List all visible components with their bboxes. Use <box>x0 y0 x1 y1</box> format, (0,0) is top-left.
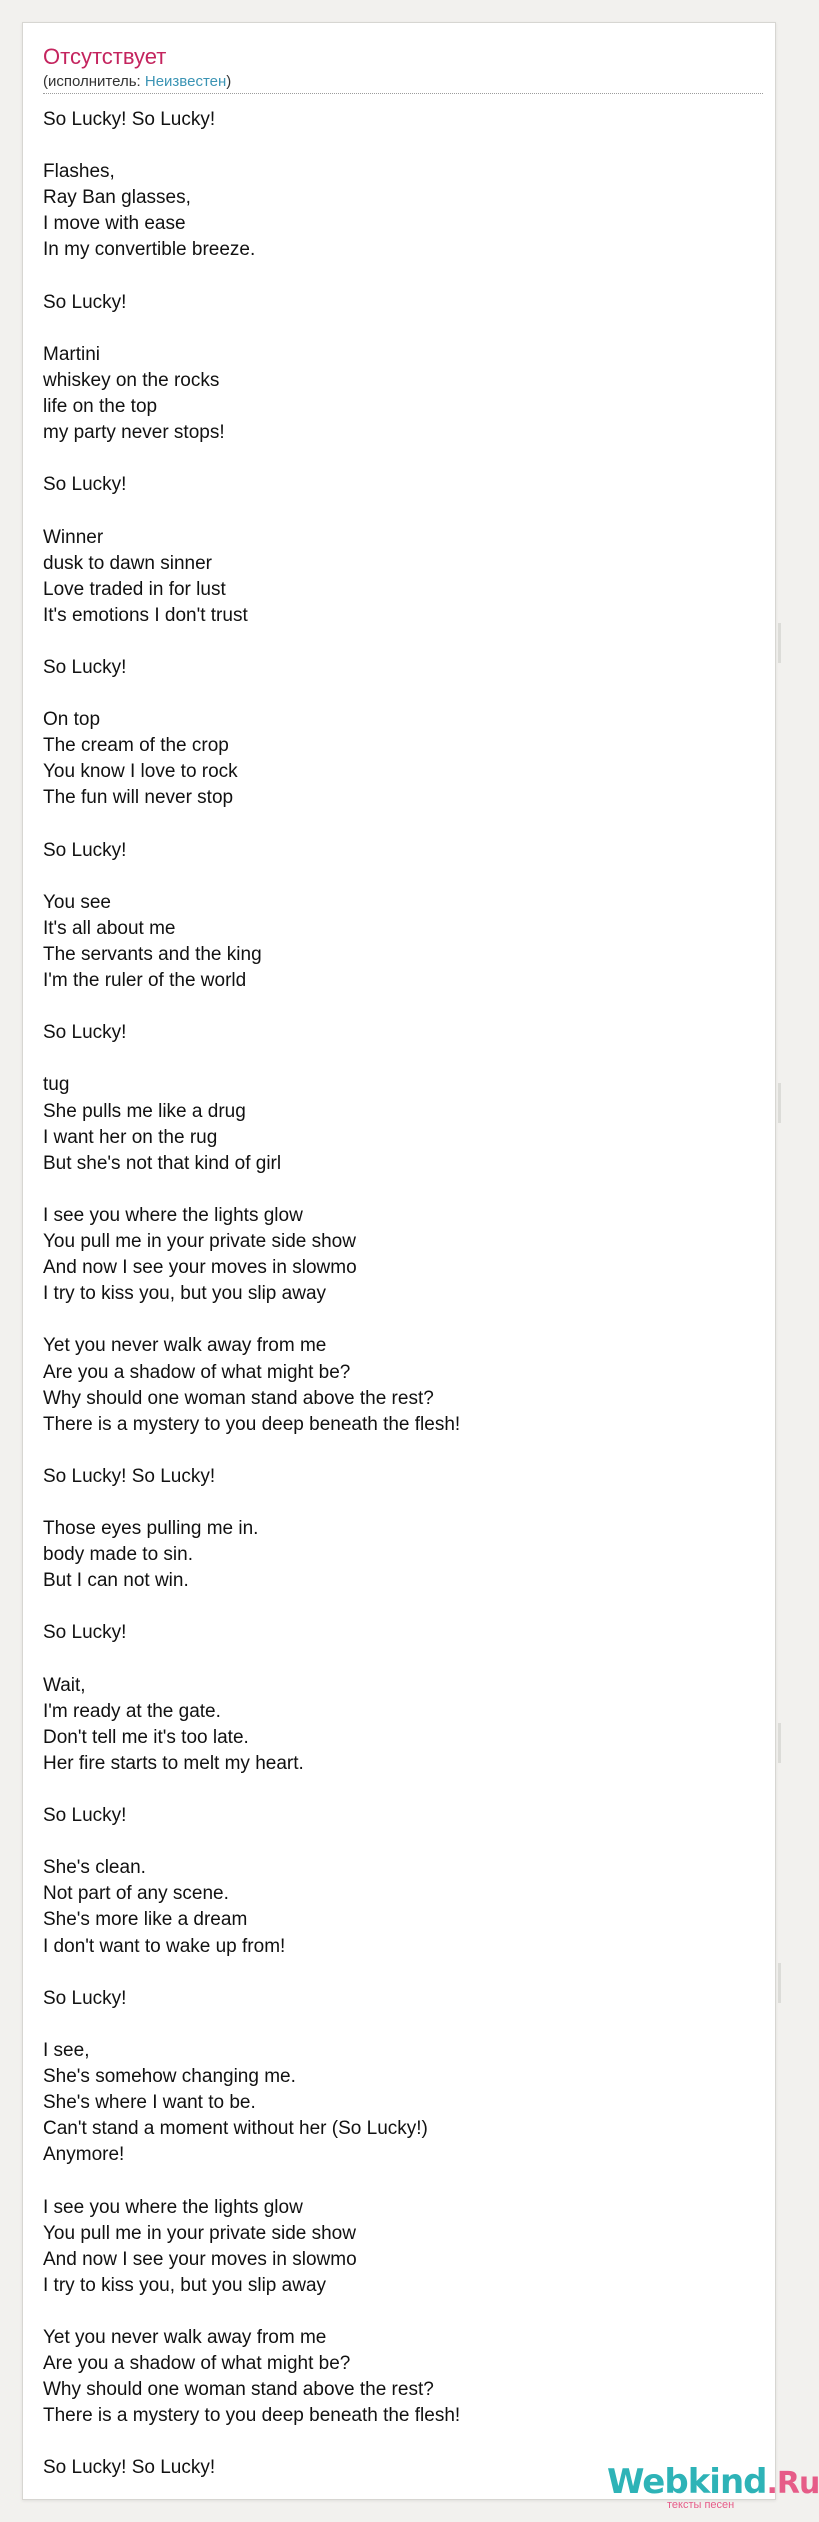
lyric-blank-line <box>43 498 743 524</box>
lyric-line: dusk to dawn sinner <box>43 552 212 574</box>
lyrics-text <box>43 107 743 2482</box>
lyric-line: Not part of any scene. <box>43 1883 229 1905</box>
lyric-line: You know I love to rock <box>43 761 238 783</box>
lyric-line: Winner <box>43 526 104 548</box>
lyric-line: I'm the ruler of the world <box>43 970 247 992</box>
lyric-blank-line <box>43 446 743 472</box>
lyric-line: She's somehow changing me. <box>43 2066 296 2088</box>
song-title: Отсутствует <box>43 44 167 69</box>
artist-suffix: ) <box>226 73 232 90</box>
lyric-line: I move with ease <box>43 213 186 235</box>
lyric-blank-line <box>43 1177 743 1203</box>
decor-strip <box>778 1723 781 1763</box>
lyric-line: I'm ready at the gate. <box>43 1700 221 1722</box>
lyric-line: Why should one woman stand above the rest? <box>43 2379 434 2401</box>
lyrics-card <box>22 22 819 2511</box>
lyric-line: The cream of the crop <box>43 735 229 757</box>
lyric-line: So Lucky! <box>43 1622 127 1644</box>
lyric-line: There is a mystery to you deep beneath the flesh! <box>43 2405 461 2427</box>
lyric-line: Her fire starts to melt my heart. <box>43 1752 304 1774</box>
lyric-blank-line <box>43 1829 743 1855</box>
logo-name: Webkind <box>607 2462 767 2502</box>
lyric-blank-line <box>43 2168 743 2194</box>
lyric-line: I see you where the lights glow <box>43 2196 303 2218</box>
logo-domain: .Ru <box>766 2466 819 2501</box>
lyric-line: Love traded in for lust <box>43 578 226 600</box>
lyric-line: tug <box>43 1074 70 1096</box>
lyric-blank-line <box>43 2429 743 2455</box>
logo-tagline: тексты песен <box>667 2499 735 2511</box>
lyric-blank-line <box>43 1777 743 1803</box>
lyric-line: life on the top <box>43 396 158 418</box>
lyric-line: On top <box>43 709 101 731</box>
lyric-line: She's clean. <box>43 1857 146 1879</box>
lyric-line: my party never stops! <box>43 422 225 444</box>
lyric-line: Yet you never walk away from me <box>43 1335 327 1357</box>
lyric-line: Wait, <box>43 1674 86 1696</box>
lyric-line: She's more like a dream <box>43 1909 248 1931</box>
artist-prefix: (исполнитель: <box>43 73 145 90</box>
lyric-line: The servants and the king <box>43 944 262 965</box>
lyric-line: Yet you never walk away from me <box>43 2326 327 2348</box>
lyric-blank-line <box>43 1490 743 1516</box>
lyric-line: You pull me in your private side show <box>43 2222 356 2244</box>
logo-wordmark <box>607 2463 819 2503</box>
lyric-line: So Lucky! <box>43 656 127 678</box>
lyric-line: Those eyes pulling me in. <box>43 1518 259 1540</box>
title-divider <box>43 93 763 94</box>
lyric-line: And now I see your moves in slowmo <box>43 2248 357 2270</box>
lyric-blank-line <box>43 133 743 159</box>
lyric-line: I want her on the rug <box>43 1126 218 1148</box>
lyric-line: Can't stand a moment without her (So Lucky!) <box>43 2118 428 2140</box>
decor-strip <box>778 1963 781 2003</box>
lyric-line: So Lucky! <box>43 1805 127 1827</box>
lyric-line: Flashes, <box>43 161 115 183</box>
lyric-line: whiskey on the rocks <box>43 369 220 391</box>
artist-link[interactable]: Неизвестен <box>144 73 227 90</box>
lyric-blank-line <box>43 1647 743 1673</box>
lyric-line: So Lucky! <box>43 474 127 496</box>
lyric-blank-line <box>43 2012 743 2038</box>
lyric-line: So Lucky! <box>43 839 127 861</box>
lyric-line: Don't tell me it's too late. <box>43 1726 249 1748</box>
lyric-line: Why should one woman stand above the rest? <box>43 1387 434 1409</box>
lyric-line: The fun will never stop <box>43 787 234 809</box>
lyric-line: I see you where the lights glow <box>43 1204 303 1226</box>
lyric-line: So Lucky! So Lucky! <box>43 109 216 130</box>
lyric-blank-line <box>43 994 743 1020</box>
lyric-blank-line <box>43 681 743 707</box>
lyric-blank-line <box>43 1046 743 1072</box>
decor-strip <box>778 1083 781 1123</box>
lyric-line: So Lucky! So Lucky! <box>43 1465 216 1487</box>
lyric-line: Ray Ban glasses, <box>43 187 191 209</box>
lyric-line: Are you a shadow of what might be? <box>43 2353 351 2375</box>
lyric-blank-line <box>43 1307 743 1333</box>
lyric-line: Anymore! <box>43 2144 125 2166</box>
lyric-line: So Lucky! <box>43 1022 127 1044</box>
lyric-line: body made to sin. <box>43 1544 193 1566</box>
lyric-blank-line <box>43 629 743 655</box>
lyric-line: She pulls me like a drug <box>43 1100 246 1122</box>
lyric-line: But I can not win. <box>43 1570 189 1592</box>
lyric-blank-line <box>43 1594 743 1620</box>
lyric-line: Are you a shadow of what might be? <box>43 1361 351 1383</box>
lyric-blank-line <box>43 812 743 838</box>
lyric-blank-line <box>43 316 743 342</box>
lyric-line: You pull me in your private side show <box>43 1231 356 1253</box>
lyric-line: I see, <box>43 2039 90 2061</box>
decor-strip <box>778 623 781 663</box>
lyric-blank-line <box>43 1438 743 1464</box>
lyric-line: She's where I want to be. <box>43 2092 256 2114</box>
lyric-line: I don't want to wake up from! <box>43 1935 286 1957</box>
lyric-blank-line <box>43 1960 743 1986</box>
lyric-line: So Lucky! <box>43 291 127 313</box>
lyric-blank-line <box>43 864 743 890</box>
lyric-line: There is a mystery to you deep beneath the flesh! <box>43 1413 461 1435</box>
lyric-line: So Lucky! <box>43 1987 127 2009</box>
artist-line <box>43 73 231 91</box>
lyric-line: But she's not that kind of girl <box>43 1152 282 1174</box>
lyric-line: And now I see your moves in slowmo <box>43 1257 357 1279</box>
lyric-line: In my convertible breeze. <box>43 239 256 261</box>
lyric-line: I try to kiss you, but you slip away <box>43 2274 327 2296</box>
webkind-logo[interactable] <box>583 2462 819 2511</box>
lyric-line: So Lucky! So Lucky! <box>43 2457 216 2479</box>
lyric-line: I try to kiss you, but you slip away <box>43 1283 327 1305</box>
lyric-line: Martini <box>43 343 101 365</box>
lyric-line: It's all about me <box>43 917 176 939</box>
lyric-line: It's emotions I don't trust <box>43 604 248 626</box>
lyric-blank-line <box>43 264 743 290</box>
lyric-line: You see <box>43 891 111 913</box>
lyric-blank-line <box>43 2299 743 2325</box>
